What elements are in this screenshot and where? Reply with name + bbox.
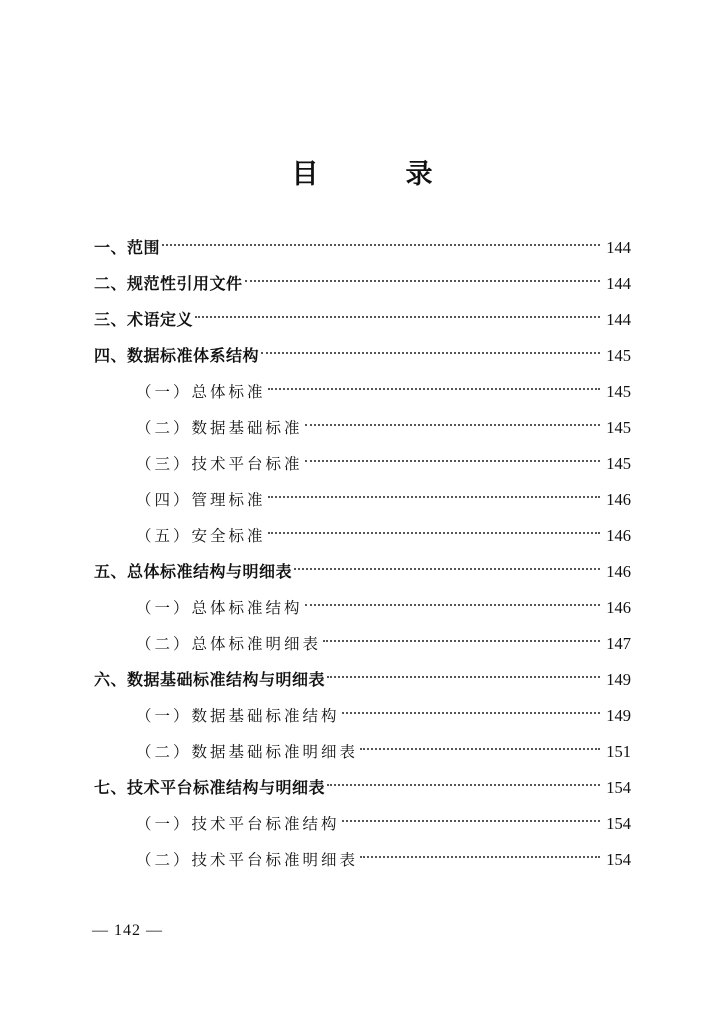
toc-entry-label: （二）数据基础标准明细表 bbox=[136, 743, 359, 761]
toc-entry-page-number: 146 bbox=[606, 598, 631, 617]
toc-dot-leader bbox=[305, 604, 600, 606]
toc-entry-page-number: 147 bbox=[606, 634, 631, 653]
toc-entry-page-number: 146 bbox=[606, 562, 631, 581]
toc-entry-page-number: 151 bbox=[606, 742, 631, 761]
toc-entry-label: （二）技术平台标准明细表 bbox=[136, 851, 359, 869]
toc-entry-page-number: 144 bbox=[606, 274, 631, 293]
toc-subsection-entry[interactable] bbox=[94, 518, 631, 554]
toc-dot-leader bbox=[342, 820, 600, 822]
toc-entry-page-number: 149 bbox=[606, 670, 631, 689]
toc-section-entry[interactable] bbox=[94, 554, 631, 590]
toc-subsection-entry[interactable] bbox=[94, 374, 631, 410]
toc-subsection-entry[interactable] bbox=[94, 806, 631, 842]
toc-dot-leader bbox=[268, 532, 600, 534]
toc-entry-label: （一）总体标准结构 bbox=[136, 599, 303, 617]
toc-dot-leader bbox=[305, 460, 600, 462]
toc-entry-label: （二）数据基础标准 bbox=[136, 419, 303, 437]
toc-dot-leader bbox=[360, 856, 600, 858]
toc-dot-leader bbox=[261, 352, 600, 354]
toc-entry-label: 六、数据基础标准结构与明细表 bbox=[94, 670, 326, 689]
toc-entry-label: （四）管理标准 bbox=[136, 491, 266, 509]
toc-subsection-entry[interactable] bbox=[94, 410, 631, 446]
footer-page-number: — 142 — bbox=[92, 922, 163, 939]
toc-entry-page-number: 145 bbox=[606, 382, 631, 401]
toc-subsection-entry[interactable] bbox=[94, 698, 631, 734]
toc-entry-page-number: 154 bbox=[606, 850, 631, 869]
toc-entry-label: （五）安全标准 bbox=[136, 527, 266, 545]
toc-subsection-entry[interactable] bbox=[94, 734, 631, 770]
page-title: 目 录 bbox=[291, 159, 463, 190]
toc-section-entry[interactable] bbox=[94, 770, 631, 806]
toc-entry-label: 一、范围 bbox=[94, 238, 161, 257]
toc-dot-leader bbox=[327, 676, 600, 678]
toc-dot-leader bbox=[342, 712, 600, 714]
toc-entry-label: 三、术语定义 bbox=[94, 310, 194, 329]
toc-entry-page-number: 146 bbox=[606, 490, 631, 509]
toc-entry-page-number: 144 bbox=[606, 238, 631, 257]
toc-entry-label: （一）技术平台标准结构 bbox=[136, 815, 340, 833]
toc-entry-label: （一）数据基础标准结构 bbox=[136, 707, 340, 725]
toc-entry-label: 七、技术平台标准结构与明细表 bbox=[94, 778, 326, 797]
toc-entry-label: 五、总体标准结构与明细表 bbox=[94, 562, 293, 581]
toc-entry-page-number: 146 bbox=[606, 526, 631, 545]
toc-entry-label: （一）总体标准 bbox=[136, 383, 266, 401]
toc-section-entry[interactable] bbox=[94, 230, 631, 266]
toc-entry-label: 四、数据标准体系结构 bbox=[94, 346, 260, 365]
toc-subsection-entry[interactable] bbox=[94, 842, 631, 878]
toc-dot-leader bbox=[268, 496, 600, 498]
toc-entry-page-number: 145 bbox=[606, 346, 631, 365]
toc-dot-leader bbox=[245, 280, 600, 282]
toc-subsection-entry[interactable] bbox=[94, 446, 631, 482]
toc-entry-page-number: 154 bbox=[606, 778, 631, 797]
toc-section-entry[interactable] bbox=[94, 662, 631, 698]
table-of-contents bbox=[94, 230, 631, 878]
toc-dot-leader bbox=[327, 784, 600, 786]
toc-entry-label: 二、规范性引用文件 bbox=[94, 274, 243, 293]
toc-dot-leader bbox=[268, 388, 600, 390]
toc-entry-page-number: 144 bbox=[606, 310, 631, 329]
toc-section-entry[interactable] bbox=[94, 302, 631, 338]
toc-entry-page-number: 145 bbox=[606, 418, 631, 437]
toc-subsection-entry[interactable] bbox=[94, 626, 631, 662]
toc-entry-label: （二）总体标准明细表 bbox=[136, 635, 322, 653]
toc-subsection-entry[interactable] bbox=[94, 482, 631, 518]
toc-dot-leader bbox=[323, 640, 600, 642]
toc-dot-leader bbox=[195, 316, 600, 318]
toc-dot-leader bbox=[162, 244, 600, 246]
toc-dot-leader bbox=[305, 424, 600, 426]
toc-entry-label: （三）技术平台标准 bbox=[136, 455, 303, 473]
toc-dot-leader bbox=[294, 568, 600, 570]
toc-section-entry[interactable] bbox=[94, 338, 631, 374]
toc-section-entry[interactable] bbox=[94, 266, 631, 302]
toc-entry-page-number: 145 bbox=[606, 454, 631, 473]
toc-entry-page-number: 154 bbox=[606, 814, 631, 833]
toc-subsection-entry[interactable] bbox=[94, 590, 631, 626]
toc-dot-leader bbox=[360, 748, 600, 750]
toc-entry-page-number: 149 bbox=[606, 706, 631, 725]
